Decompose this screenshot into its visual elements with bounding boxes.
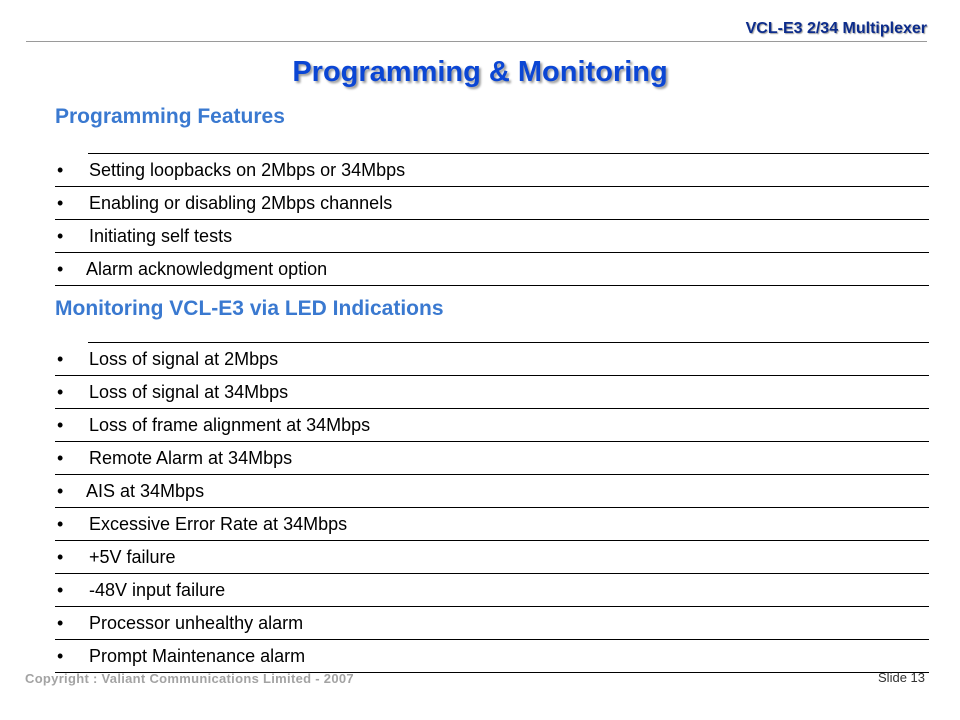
list-item (55, 154, 929, 187)
list-item-text: Enabling or disabling 2Mbps channels (89, 193, 393, 213)
list-item (55, 253, 929, 286)
monitoring-heading: Monitoring VCL-E3 via LED Indications (55, 297, 444, 320)
list-item-text: Initiating self tests (89, 226, 233, 246)
list-item (55, 607, 929, 640)
list-item (55, 376, 929, 409)
programming-list (55, 154, 929, 286)
slide-title: Programming & Monitoring (292, 56, 668, 88)
list-item (55, 508, 929, 541)
list-item-text: Setting loopbacks on 2Mbps or 34Mbps (89, 160, 406, 180)
list-item-text: +5V failure (89, 547, 176, 567)
list-item-text: Loss of signal at 34Mbps (89, 382, 289, 402)
list-item-text: Loss of signal at 2Mbps (89, 349, 279, 369)
bullet-icon: • (57, 226, 64, 246)
list-item-text: Prompt Maintenance alarm (89, 646, 306, 666)
list-item-text: -48V input failure (89, 580, 226, 600)
list-item (55, 574, 929, 607)
programming-heading: Programming Features (55, 105, 285, 128)
list-item (55, 475, 929, 508)
list-item (55, 343, 929, 376)
bullet-icon: • (57, 259, 64, 279)
list-item-text: AIS at 34Mbps (86, 481, 205, 501)
header-divider (26, 41, 927, 42)
bullet-icon: • (57, 382, 64, 402)
bullet-icon: • (57, 481, 64, 501)
list-item-text: Loss of frame alignment at 34Mbps (89, 415, 371, 435)
bullet-icon: • (57, 613, 64, 633)
list-item (55, 409, 929, 442)
bullet-icon: • (57, 580, 64, 600)
list-item-text: Processor unhealthy alarm (89, 613, 304, 633)
header-product-title: VCL-E3 2/34 Multiplexer (745, 20, 927, 37)
bullet-icon: • (57, 349, 64, 369)
bullet-icon: • (57, 646, 64, 666)
bullet-icon: • (57, 448, 64, 468)
bullet-icon: • (57, 547, 64, 567)
list-item (55, 442, 929, 475)
list-item (55, 220, 929, 253)
list-item-text: Excessive Error Rate at 34Mbps (89, 514, 348, 534)
bullet-icon: • (57, 160, 64, 180)
list-item (55, 187, 929, 220)
list-item (55, 541, 929, 574)
bullet-icon: • (57, 514, 64, 534)
bullet-icon: • (57, 415, 64, 435)
slide-number: Slide 13 (878, 670, 925, 685)
bullet-icon: • (57, 193, 64, 213)
list-item-text: Alarm acknowledgment option (86, 259, 328, 279)
list-item (55, 640, 929, 673)
footer-copyright: Copyright : Valiant Communications Limited - 2007 (25, 671, 354, 686)
list-item-text: Remote Alarm at 34Mbps (89, 448, 293, 468)
monitoring-list (55, 343, 929, 673)
